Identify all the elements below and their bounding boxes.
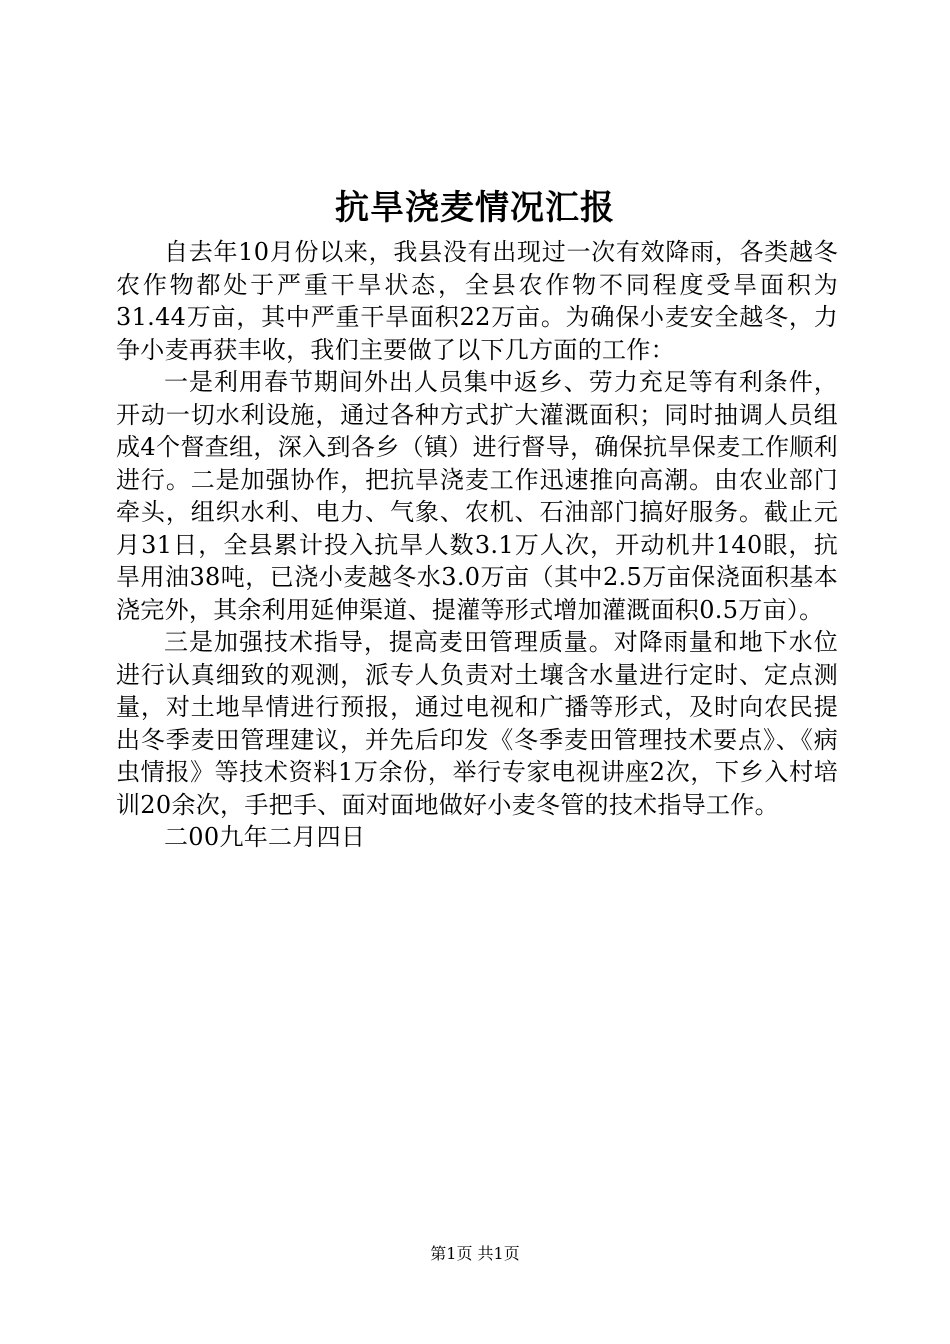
paragraph-intro: 自去年10月份以来，我县没有出现过一次有效降雨，各类越冬农作物都处于严重干旱状态，全县农作物不同程度受旱面积为31.44万亩，其中严重干旱面积22万亩。为确保小麦安全越冬，力争小麦再获丰收，我们主要做了以下几方面的工作： [116,238,838,364]
document-title: 抗旱浇麦情况汇报 [335,188,615,228]
document-date: 二00九年二月四日 [164,823,366,851]
page-number-footer: 第1页 共1页 [430,1244,520,1263]
paragraph-measure-three: 三是加强技术指导，提高麦田管理质量。对降雨量和地下水位进行认真细致的观测，派专人负责对土壤含水量进行定时、定点测量，对土地旱情进行预报，通过电视和广播等形式，及时向农民提出冬季麦田管理建议，并先后印发《冬季麦田管理技术要点》、《病虫情报》等技术资料1万余份，举行专家电视讲座2次，下乡入村培训20余次，手把手、面对面地做好小麦冬管的技术指导工作。 [116,628,838,819]
paragraph-measures-one-two: 一是利用春节期间外出人员集中返乡、劳力充足等有利条件，开动一切水利设施，通过各种方式扩大灌溉面积；同时抽调人员组成4个督查组，深入到各乡（镇）进行督导，确保抗旱保麦工作顺利进行。二是加强协作，把抗旱浇麦工作迅速推向高潮。由农业部门牵头，组织水利、电力、气象、农机、石油部门搞好服务。截止元月31日，全县累计投入抗旱人数3.1万人次，开动机井140眼，抗旱用油38吨，已浇小麦越冬水3.0万亩（其中2.5万亩保浇面积基本浇完外，其余利用延伸渠道、提灌等形式增加灌溉面积0.5万亩）。 [116,368,838,624]
document-body [116,236,838,854]
